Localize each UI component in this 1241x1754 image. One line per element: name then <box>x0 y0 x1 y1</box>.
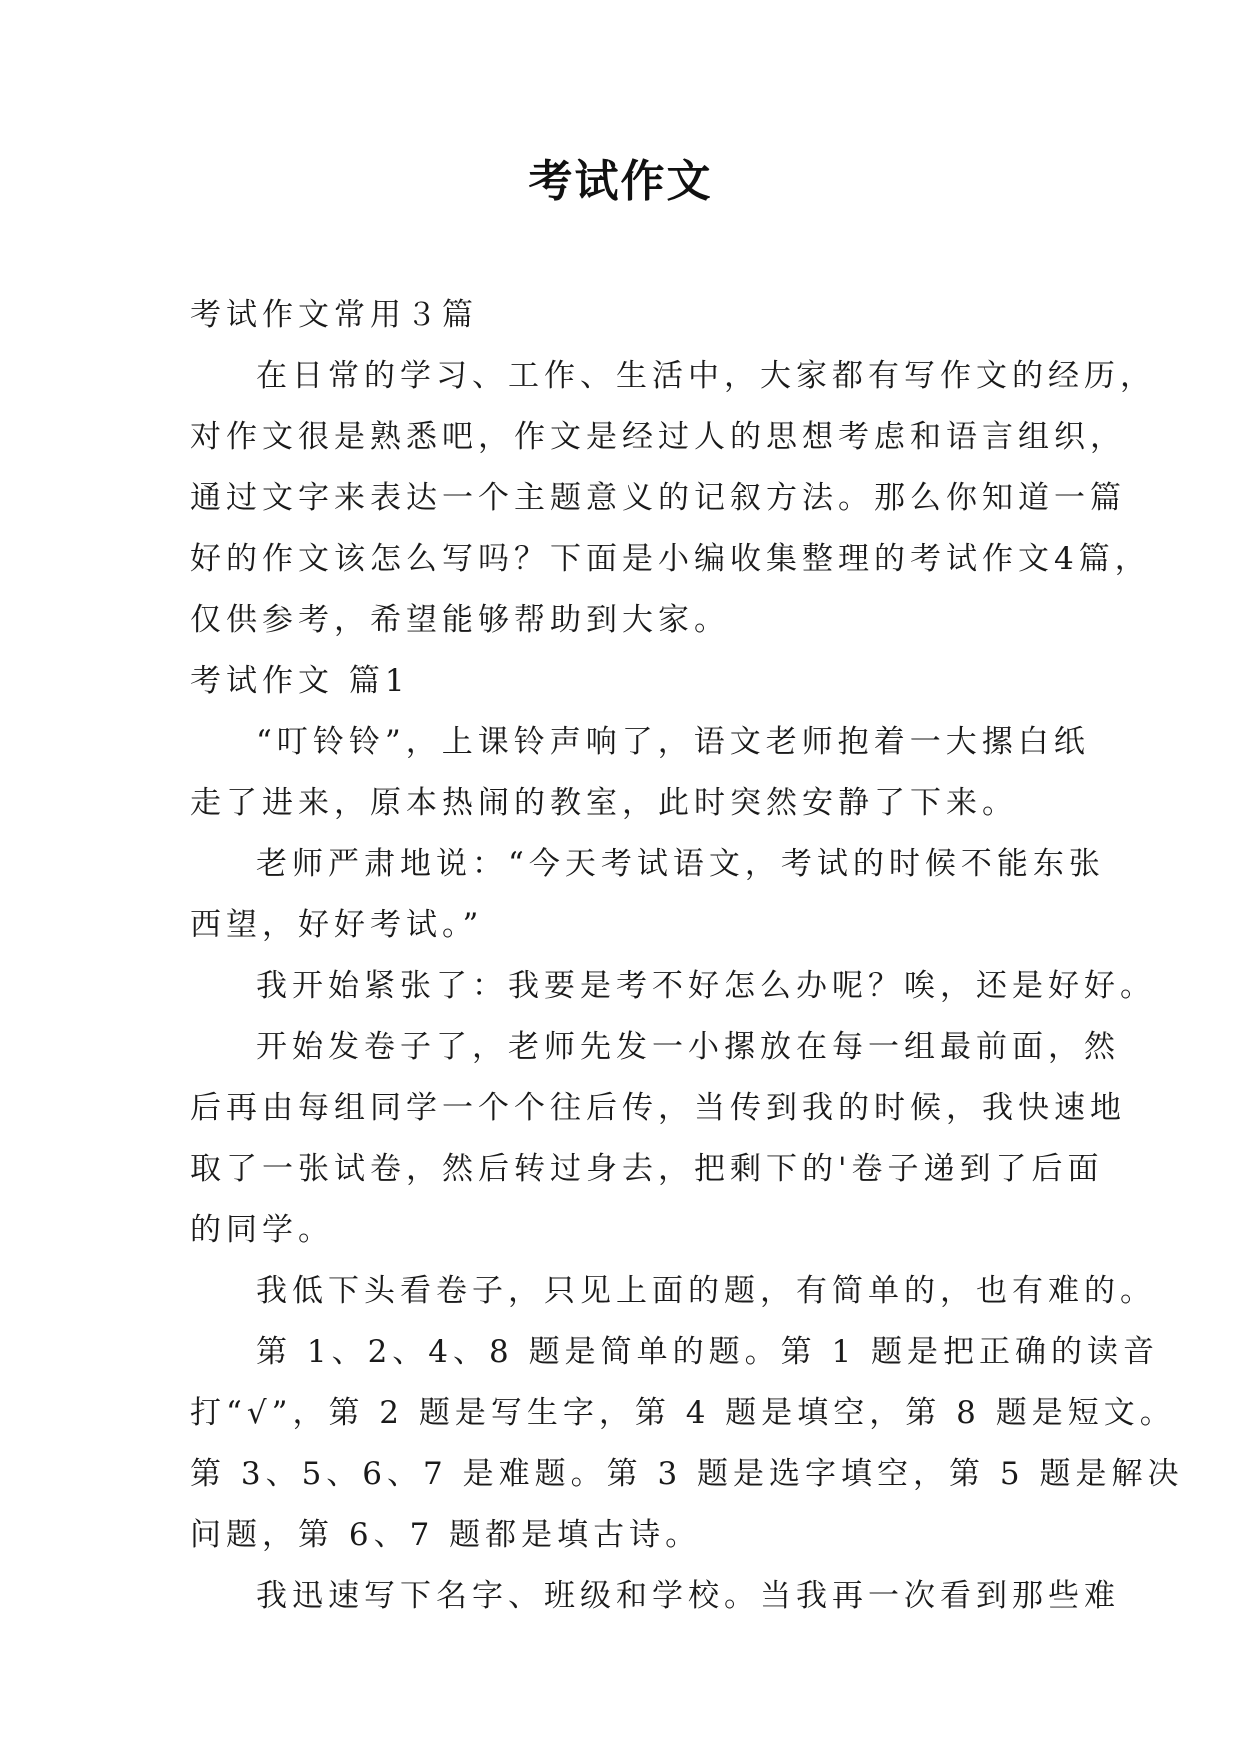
paragraph-line: 我迅速写下名字、班级和学校。当我再一次看到那些难 <box>256 1578 1120 1614</box>
paragraph-line: 我开始紧张了：我要是考不好怎么办呢？唉，还是好好。 <box>256 968 1156 1004</box>
paragraph-line: 我低下头看卷子，只见上面的题，有简单的，也有难的。 <box>256 1273 1156 1309</box>
paragraph-line: 取了一张试卷，然后转过身去，把剩下的'卷子递到了后面 <box>190 1151 1104 1187</box>
paragraph-line: 后再由每组同学一个个往后传，当传到我的时候，我快速地 <box>190 1090 1126 1126</box>
paragraph-line: 问题，第 6、7 题都是填古诗。 <box>190 1517 702 1553</box>
paragraph-line: 好的作文该怎么写吗？下面是小编收集整理的考试作文4篇， <box>190 541 1151 577</box>
document-body <box>190 285 1184 1627</box>
paragraph-line: 老师严肃地说：“今天考试语文，考试的时候不能东张 <box>256 846 1105 882</box>
paragraph-line: 第 1、2、4、8 题是简单的题。第 1 题是把正确的读音 <box>256 1334 1160 1370</box>
paragraph-line: 西望，好好考试。” <box>190 907 484 943</box>
paragraph-line: 走了进来，原本热闹的教室，此时突然安静了下来。 <box>190 785 1018 821</box>
paragraph-line: 的同学。 <box>190 1212 334 1248</box>
paragraph-line: 第 3、5、6、7 是难题。第 3 题是选字填空，第 5 题是解决 <box>190 1456 1184 1492</box>
paragraph-line: 对作文很是熟悉吧，作文是经过人的思想考虑和语言组织， <box>190 419 1126 455</box>
paragraph-line: “叮铃铃”，上课铃声响了，语文老师抱着一大摞白纸 <box>256 724 1090 760</box>
paragraph-line: 通过文字来表达一个主题意义的记叙方法。那么你知道一篇 <box>190 480 1126 516</box>
section-heading: 考试作文 篇1 <box>190 663 410 699</box>
page-title: 考试作文 <box>528 156 713 207</box>
paragraph-line: 开始发卷子了，老师先发一小摞放在每一组最前面，然 <box>256 1029 1120 1065</box>
section-heading: 考试作文常用３篇 <box>190 297 478 333</box>
paragraph-line: 仅供参考，希望能够帮助到大家。 <box>190 602 730 638</box>
paragraph-line: 打“√”，第 2 题是写生字，第 4 题是填空，第 8 题是短文。 <box>190 1395 1176 1431</box>
paragraph-line: 在日常的学习、工作、生活中，大家都有写作文的经历， <box>256 358 1156 394</box>
